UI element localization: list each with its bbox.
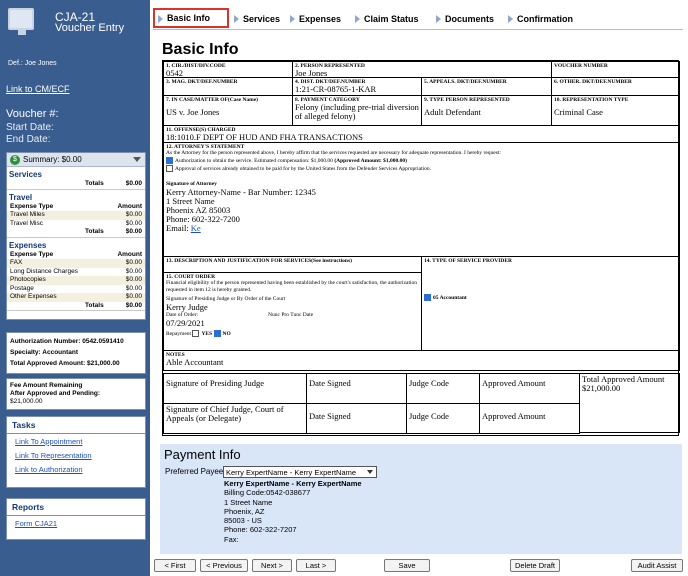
option-approval: Approval of services already obtained to be paid for by the United States from the Defender Services Appropriation.: [175, 165, 431, 172]
field-14: [421, 256, 680, 351]
sig-chief-judge: Signature of Chief Judge, Court of Appeals (or Delegate): [163, 403, 307, 434]
travel-col-amount: Amount: [117, 202, 142, 210]
field-5: [421, 77, 552, 96]
field-value: Joe Jones: [295, 68, 328, 78]
judge-code-2: Judge Code: [406, 403, 480, 434]
row-value: $0.00: [125, 284, 142, 292]
field-3: [163, 77, 293, 96]
chevron-down-icon: [367, 470, 373, 474]
judge-signature-label: Signature of Presiding Judge or By Order of the Court: [166, 296, 286, 302]
field-13: [163, 256, 422, 273]
field-value: 1:21-CR-08765-1-KAR: [295, 84, 377, 94]
table-row: [7, 220, 145, 229]
field-label: 2. PERSON REPRESENTED: [295, 63, 365, 69]
field-voucher-number: [551, 61, 680, 78]
field-value: Felony (including pre-trial diversion of alleged felony): [295, 102, 419, 121]
attorney-line: Phone: 602-322-7200: [166, 213, 240, 224]
row-value: $0.00: [125, 267, 142, 275]
row-value: $0.00: [125, 259, 142, 266]
field-value: Criminal Case: [554, 107, 603, 117]
preferred-payee-label: Preferred Payee: [165, 467, 224, 476]
sig-presiding-judge: Signature of Presiding Judge: [163, 373, 307, 404]
previous-button[interactable]: < Previous: [200, 559, 248, 572]
field-8: [292, 95, 422, 126]
field-label: 14. TYPE OF SERVICE PROVIDER: [424, 258, 512, 264]
tab-bar: [153, 8, 683, 30]
checkbox-approval[interactable]: [166, 165, 173, 172]
option-authorization: Authorization to obtain the service. Estimated compensation: $1,000.00: [175, 157, 333, 164]
link-to-representation[interactable]: Link To Representation: [15, 451, 92, 460]
field-15: [163, 272, 422, 351]
row-label: Travel Miles: [10, 211, 45, 218]
row-value: $0.00: [125, 293, 142, 300]
nunc-pro-tunc-label: Nunc Pro Tunc Date: [268, 312, 314, 318]
checkbox-authorization[interactable]: [166, 157, 173, 164]
notes: [163, 350, 680, 371]
field-label: 13. DESCRIPTION AND JUSTIFICATION FOR SERVICES(See instructions): [166, 258, 352, 264]
cmecf-link[interactable]: Link to CM/ECF: [6, 84, 70, 94]
travel-totals-label: Totals: [85, 228, 104, 235]
date-of-order-label: Date of Order:: [166, 312, 199, 318]
court-order-text: Financial eligibility of the person represented having been established by the court's satisfaction, the authorization requested in item 12 is hereby granted.: [166, 280, 418, 293]
approved-amount-1: Approved Amount: [479, 373, 580, 404]
fee-line1: Fee Amount Remaining: [10, 382, 83, 389]
payee-line: Phoenix, AZ: [224, 506, 265, 516]
field-4: [292, 77, 422, 96]
table-row: [7, 293, 145, 302]
field-7: [163, 95, 293, 126]
first-button[interactable]: < First: [154, 559, 196, 572]
attorney-line: Phoenix AZ 85003: [166, 204, 231, 215]
services-totals-value: $0.00: [125, 180, 142, 187]
table-row: [7, 276, 145, 285]
total-approved-cell: [579, 373, 680, 433]
field-label: 4. DIST. DKT/DEF.NUMBER: [295, 79, 366, 85]
field-label: 15. COURT ORDER: [166, 274, 216, 280]
tasks-heading: Tasks: [7, 417, 145, 434]
field-label: 8. PAYMENT CATEGORY: [295, 97, 360, 103]
defendant-label: Def.: Joe Jones: [8, 60, 57, 67]
tab-expenses[interactable]: Expenses: [287, 10, 341, 28]
fee-line2: After Approved and Pending:: [10, 390, 101, 397]
payee-line: Billing Code:0542-038677: [224, 488, 311, 498]
audit-assist-button[interactable]: Audit Assist: [631, 559, 683, 572]
order-date: 07/29/2021: [166, 318, 205, 328]
total-approved-value: $21,000.00: [582, 383, 621, 393]
row-value: $0.00: [125, 211, 142, 218]
row-label: Long Distance Charges: [10, 267, 78, 275]
field-11: [163, 125, 680, 143]
tab-basic-info[interactable]: Basic Info: [153, 8, 229, 28]
field-label: 3. MAG. DKT/DEF.NUMBER: [166, 79, 238, 85]
checkbox-repay-yes[interactable]: [192, 330, 199, 337]
row-label: Photocopies: [10, 276, 46, 283]
expenses-heading: Expenses: [9, 240, 47, 250]
table-row: [7, 268, 145, 277]
tab-confirmation[interactable]: Confirmation: [505, 10, 573, 28]
row-label: Postage: [10, 284, 34, 292]
page-title: Basic Info: [162, 41, 239, 58]
field-label: 12. ATTORNEY'S STATEMENT: [166, 144, 245, 150]
authorization-panel: [6, 332, 146, 374]
authorization-number: Authorization Number: 0542.0591410: [10, 338, 124, 345]
repay-no-label: NO: [222, 330, 231, 337]
row-value: $0.00: [125, 276, 142, 283]
checkbox-service-provider[interactable]: [424, 294, 431, 301]
field-label: 9. TYPE PERSON REPRESENTED: [424, 97, 510, 103]
field-12: [163, 142, 680, 257]
voucher-number-label: Voucher #:: [6, 108, 59, 120]
services-totals-label: Totals: [85, 180, 104, 187]
chevron-down-icon: [133, 157, 141, 162]
row-value: $0.00: [125, 219, 142, 227]
judge-name: Kerry Judge: [166, 302, 208, 312]
summary-label: Summary: $0.00: [23, 155, 82, 164]
payee-line: Fax:: [224, 534, 239, 544]
row-label: FAX: [10, 259, 23, 266]
payee-line: 85003 - US: [224, 516, 262, 526]
link-to-appointment[interactable]: Link To Appointment: [15, 437, 83, 446]
field-value: Able Accountant: [166, 357, 224, 367]
next-button[interactable]: Next >: [252, 559, 292, 572]
voucher-subtitle: Voucher Entry: [55, 22, 125, 34]
field-label: 6. OTHER. DKT/DEF.NUMBER: [554, 79, 632, 85]
voucher-title: CJA-21: [55, 10, 96, 24]
email-label: Email:: [166, 222, 189, 233]
field-label: VOUCHER NUMBER: [554, 63, 608, 69]
field-label: NOTES: [166, 352, 185, 358]
email-link[interactable]: Ke: [190, 222, 201, 233]
table-row: [7, 285, 145, 294]
field-label: 1. CIR./DIST/DIV.CODE: [166, 63, 226, 69]
sidebar-header: [0, 0, 150, 78]
link-to-authorization[interactable]: Link to Authorization: [15, 465, 83, 474]
checkbox-repay-no[interactable]: [214, 330, 221, 337]
field-label: 11. OFFENSE(S) CHARGED: [166, 127, 236, 133]
field-1: [163, 61, 293, 78]
end-date-label: End Date:: [6, 134, 51, 145]
expenses-col-amount: Amount: [117, 250, 142, 258]
service-provider-value: 05 Accountant: [433, 294, 467, 301]
judge-code-1: Judge Code: [406, 373, 480, 404]
summary-dropdown[interactable]: [7, 153, 145, 167]
field-label: 5. APPEALS. DKT/DEF.NUMBER: [424, 79, 507, 85]
attorney-statement: As the Attorney for the person represented above, I hereby affirm that the services requested are necessary for adequate representation. I hereby request:: [166, 150, 501, 156]
date-signed-2: Date Signed: [306, 403, 407, 434]
travel-totals-value: $0.00: [125, 228, 142, 235]
tab-claim-status[interactable]: Claim Status: [352, 10, 419, 28]
attorney-line: Kerry Attorney-Name - Bar Number: 12345: [166, 186, 316, 197]
table-row: [7, 211, 145, 220]
date-signed-1: Date Signed: [306, 373, 407, 404]
cja21-form: [162, 60, 679, 436]
row-label: Other Expenses: [10, 293, 57, 300]
payee-address: [224, 479, 362, 544]
field-value: 18:1010.F DEPT OF HUD AND FHA TRANSACTIONS: [166, 132, 363, 142]
payee-name: Kerry ExpertName - Kerry ExpertName: [224, 479, 362, 488]
dollar-icon: $: [10, 155, 20, 165]
field-value: US v. Joe Jones: [166, 107, 220, 117]
attorney-line: 1 Street Name: [166, 195, 215, 206]
repayment-label: Repayment: [166, 330, 192, 337]
field-10: [551, 95, 680, 126]
approved-amount: (Approved Amount: $1,000.00): [334, 157, 407, 164]
field-label: 7. IN CASE/MATTER OF(Case Name): [166, 97, 259, 103]
summary-panel: [6, 152, 146, 320]
signature-label: Signature of Attorney: [166, 180, 217, 187]
reports-heading: Reports: [7, 499, 145, 516]
computer-icon: [8, 8, 34, 30]
services-heading: Services: [9, 170, 42, 179]
table-row: [7, 259, 145, 268]
row-label: Travel Misc: [10, 219, 43, 227]
tab-services[interactable]: Services: [231, 10, 280, 28]
reports-panel: [6, 498, 146, 540]
payee-line: Phone: 602-322-7207: [224, 525, 297, 535]
field-value: Adult Defendant: [424, 107, 481, 117]
expenses-totals-label: Totals: [85, 301, 104, 309]
field-value: 0542: [166, 68, 183, 78]
fee-panel: [6, 378, 146, 410]
expenses-col-type: Expense Type: [10, 250, 54, 258]
payee-line: 1 Street Name: [224, 497, 273, 507]
fee-amount: $21,000.00: [10, 398, 43, 405]
travel-heading: Travel: [9, 192, 33, 202]
last-button[interactable]: Last >: [296, 559, 336, 572]
save-button[interactable]: Save: [384, 559, 430, 572]
travel-col-type: Expense Type: [10, 202, 54, 210]
field-2: [292, 61, 552, 78]
field-label: 10. REPRESENTATION TYPE: [554, 97, 629, 103]
form-cja21-link[interactable]: Form CJA21: [15, 519, 58, 528]
total-approved: Total Approved Amount: $21,000.00: [10, 360, 120, 367]
start-date-label: Start Date:: [6, 122, 54, 133]
tab-documents[interactable]: Documents: [433, 10, 494, 28]
left-sidebar: [0, 0, 150, 576]
approved-amount-2: Approved Amount: [479, 403, 580, 434]
preferred-payee-select[interactable]: [223, 466, 377, 478]
payment-info-title: Payment Info: [164, 447, 241, 462]
tasks-panel: [6, 416, 146, 488]
field-6: [551, 77, 680, 96]
total-approved-label: Total Approved Amount: [582, 374, 665, 384]
selected-payee: Kerry ExpertName - Kerry ExpertName: [226, 468, 357, 477]
expenses-totals-value: $0.00: [125, 301, 142, 309]
repay-yes-label: YES: [201, 330, 213, 337]
delete-draft-button[interactable]: Delete Draft: [510, 559, 560, 572]
specialty: Specialty: Accountant: [10, 349, 79, 356]
field-9: [421, 95, 552, 126]
